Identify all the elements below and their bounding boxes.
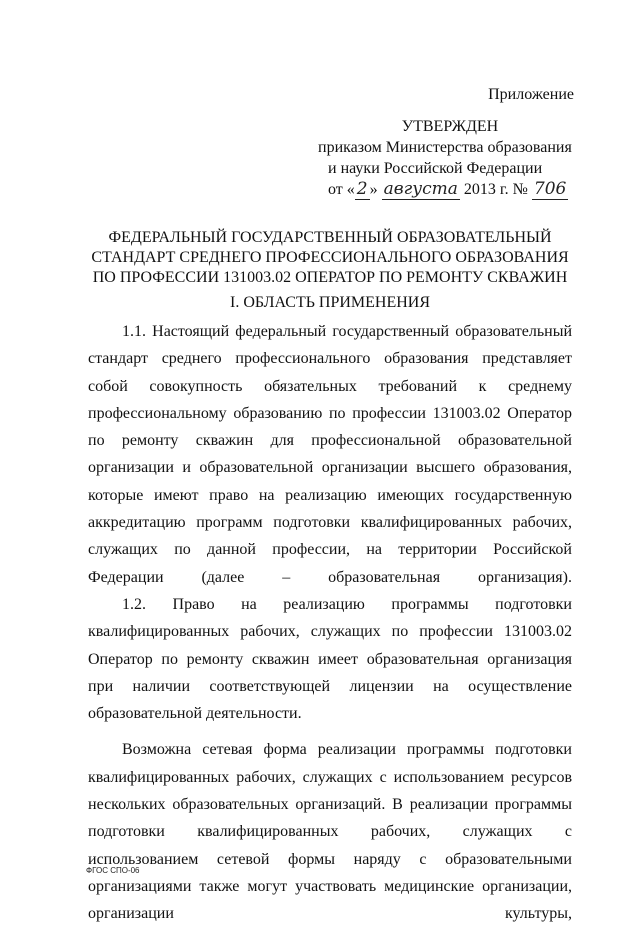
date-month-handwritten: августа: [383, 179, 458, 199]
approval-block: [318, 116, 578, 200]
title-line-1: ФЕДЕРАЛЬНЫЙ ГОСУДАРСТВЕННЫЙ ОБРАЗОВАТЕЛЬНЫЙ: [108, 229, 552, 246]
date-mid: »: [369, 181, 378, 198]
paragraph-1-1: 1.1. Настоящий федеральный государственный образовательный стандарт среднего профессионального образования представляет собой совокупность обязательных требований к среднему профессиональному образованию по профессии 131003.02 Оператор по ремонту скважин для профессиональной образовательной организации и образовательной организации высшего образования, которые имеют право на реализацию имеющих государственную аккредитацию программ подготовки квалифицированных рабочих, служащих по данной профессии, на территории Российской Федерации (далее – образовательная организация).: [88, 323, 572, 586]
document-body: [88, 318, 572, 928]
order-number-handwritten: 706: [533, 179, 567, 199]
date-prefix: от «: [328, 181, 355, 198]
order-date-line: [328, 179, 578, 200]
ministry-line: и науки Российской Федерации: [328, 160, 543, 177]
date-year: 2013 г. №: [463, 181, 528, 198]
paragraph-1-2: 1.2. Право на реализацию программы подготовки квалифицированных рабочих, служащих по профессии 131003.02 Оператор по ремонту скважин имеет образовательная организация при наличии соответствующей лицензии на осуществление образовательной деятельности.: [88, 595, 572, 723]
paragraph-spacer: [88, 727, 572, 736]
date-day-handwritten: 2: [356, 179, 368, 199]
section-heading: I. ОБЛАСТЬ ПРИМЕНЕНИЯ: [229, 294, 431, 311]
footer-code: ФГОС СПО-06: [86, 866, 140, 875]
document-title: [60, 228, 600, 288]
title-line-3: ПО ПРОФЕССИИ 131003.02 ОПЕРАТОР ПО РЕМОНТУ СКВАЖИН: [92, 269, 568, 286]
appendix-label: Приложение: [488, 86, 574, 103]
approved-heading: УТВЕРЖДЕН: [401, 118, 499, 135]
paragraph-network-form: Возможна сетевая форма реализации программы подготовки квалифицированных рабочих, служащих с использованием ресурсов нескольких образовательных организаций. В реализации программы подготовки квалифицированных рабочих, служащих с использованием сетевой формы наряду с образовательными организациями также могут участвовать медицинские организации, организации культуры,: [88, 741, 572, 923]
title-line-2: СТАНДАРТ СРЕДНЕГО ПРОФЕССИОНАЛЬНОГО ОБРАЗОВАНИЯ: [91, 249, 569, 266]
order-line: приказом Министерства образования: [318, 139, 572, 156]
